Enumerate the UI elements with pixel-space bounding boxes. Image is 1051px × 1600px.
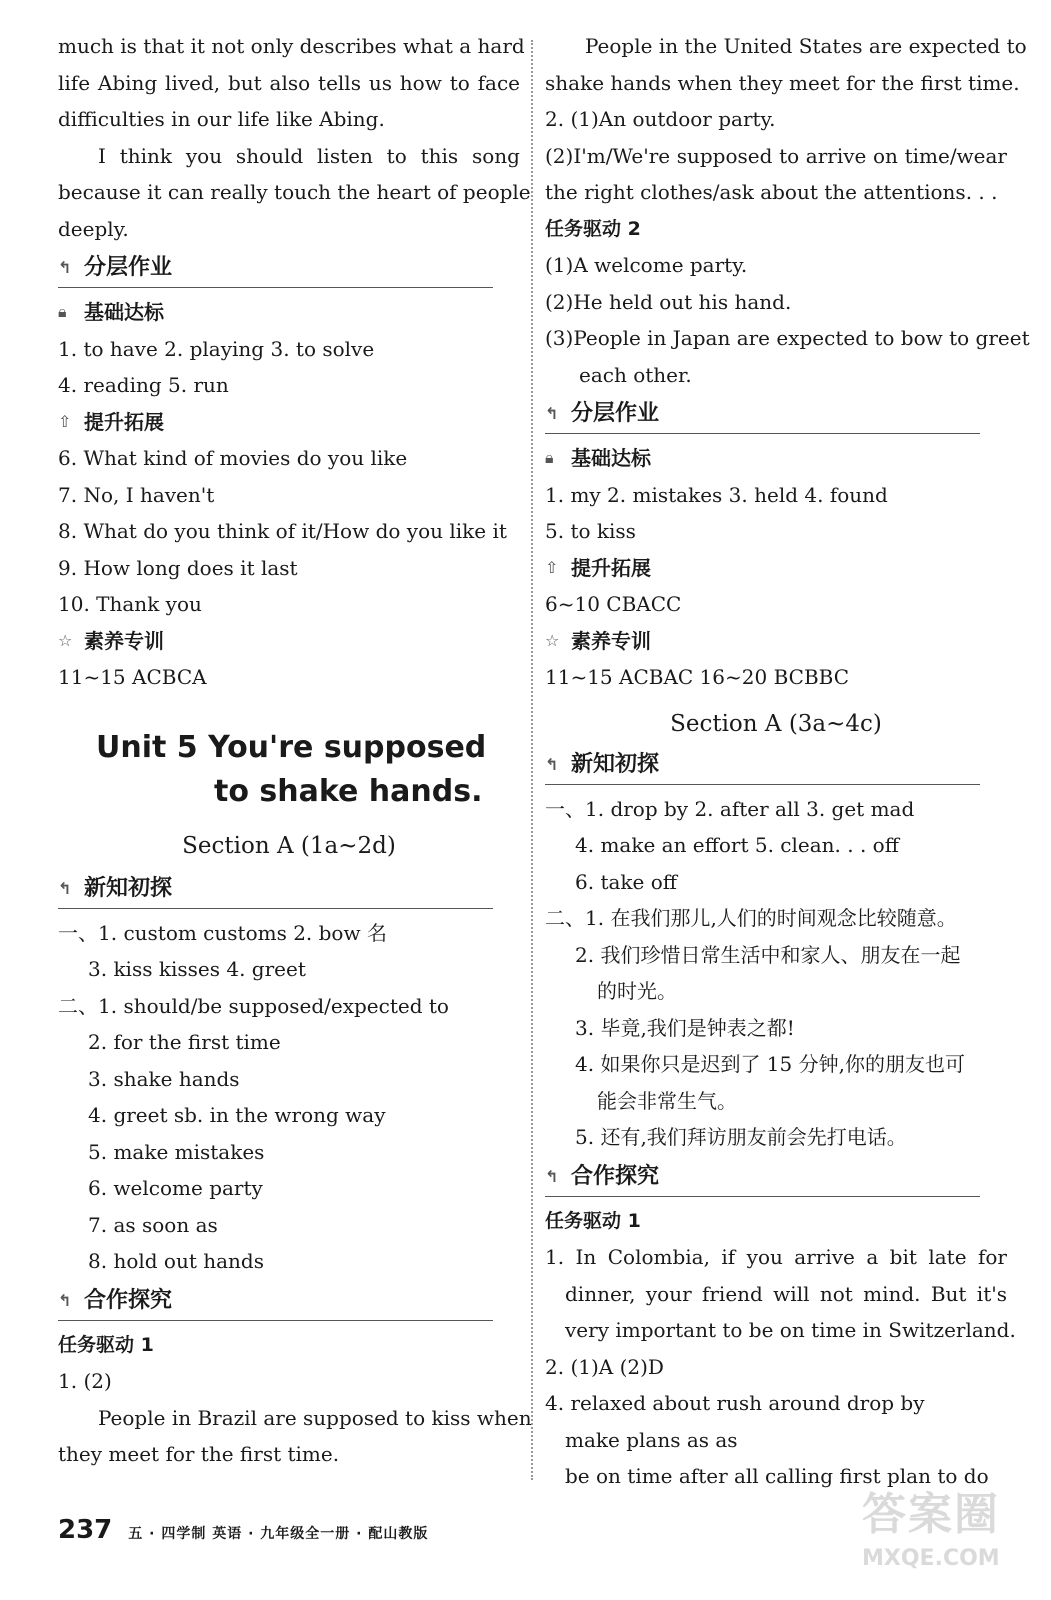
intro-line: difficulties in our life like Abing.: [58, 107, 385, 131]
section-bar-title: 分层作业: [84, 255, 173, 280]
left-column: [58, 28, 532, 1473]
answer-line: 4. 如果你只是迟到了 15 分钟,你的朋友也可: [575, 1052, 965, 1076]
answer-line: 能会非常生气。: [597, 1088, 737, 1113]
subheading-tisheng: [545, 550, 1007, 587]
answer-line: 2. for the first time: [88, 1030, 281, 1054]
answer-line: (3)People in Japan are expected to bow to greet: [545, 326, 1030, 350]
answer-line: 4. relaxed about rush around drop by: [545, 1391, 925, 1415]
answer-line: 8. What do you think of it/How do you like it: [58, 519, 507, 543]
subheading-title: 提升拓展: [84, 409, 164, 434]
answer-line: (1)A welcome party.: [545, 253, 748, 277]
answer-line: 一、1. drop by 2. after all 3. get mad: [545, 796, 915, 821]
intro-line: much is that it not only describes what a hard: [58, 34, 525, 58]
section-bar-hezuo: [58, 1282, 493, 1321]
lock-icon: 🔒︎: [545, 448, 554, 467]
paragraph-line: because it can really touch the heart of people: [58, 180, 531, 204]
answer-line: very important to be on time in Switzerland.: [565, 1318, 1016, 1342]
answer-line: 二、1. 在我们那儿,人们的时间观念比较随意。: [545, 906, 957, 930]
answer-line: 9. How long does it last: [58, 555, 298, 580]
section-bar-title: 新知初探: [571, 751, 660, 777]
unit-title-line: Unit 5 You're supposed: [96, 729, 487, 765]
subheading-jichu: [545, 440, 1007, 477]
book-title: 五 · 四学制 英语 · 九年级全一册 · 配山教版: [128, 1526, 429, 1542]
unit-title: [96, 726, 520, 814]
intro-line: life Abing lived, but also tells us how to face: [58, 70, 520, 95]
subheading-tisheng: [58, 404, 520, 441]
section-heading: Section A (1a~2d): [182, 832, 396, 859]
star-icon: ☆: [545, 630, 560, 650]
paragraph-line: they meet for the first time.: [58, 1442, 340, 1466]
answer-line: 1. In Colombia, if you arrive a bit late for: [545, 1245, 1007, 1269]
paragraph-line: People in the United States are expected to: [585, 34, 1027, 58]
answer-line: the right clothes/ask about the attentions. . .: [545, 180, 998, 204]
answer-line: (2)I'm/We're supposed to arrive on time/wear: [545, 143, 1007, 168]
answer-line: 的时光。: [597, 979, 677, 1003]
section-heading: Section A (3a~4c): [670, 710, 882, 737]
section-bar-fenceng: [545, 395, 980, 434]
subheading-suyang: [545, 623, 1007, 660]
arrow-hook-icon: ↰: [545, 754, 559, 774]
subheading-suyang: [58, 623, 520, 660]
section-bar-xinzhi: [58, 870, 493, 909]
answer-line: 1. (2): [58, 1369, 112, 1393]
answer-line: (2)He held out his hand.: [545, 289, 792, 314]
arrow-hook-icon: ↰: [58, 258, 72, 277]
answer-line: 5. make mistakes: [88, 1139, 265, 1164]
subheading-title: 基础达标: [84, 300, 164, 324]
answer-line: 3. kiss kisses 4. greet: [88, 957, 306, 981]
arrow-hook-icon: ↰: [58, 1290, 72, 1310]
section-bar-fenceng: [58, 249, 493, 288]
answer-line: 二、1. should/be supposed/expected to: [58, 993, 449, 1018]
up-arrow-icon: ⇧: [545, 557, 559, 577]
section-bar-title: 分层作业: [571, 401, 660, 426]
subheading-title: 提升拓展: [571, 555, 651, 580]
answer-line: 2. (1)A (2)D: [545, 1354, 664, 1379]
lock-icon: 🔒︎: [58, 302, 67, 321]
page-number: 237: [58, 1515, 113, 1545]
page-footer: [58, 1515, 428, 1545]
paragraph-line: People in Brazil are supposed to kiss when: [98, 1405, 532, 1430]
answer-line: each other.: [579, 362, 692, 387]
watermark-text: 答案圈: [862, 1489, 1000, 1540]
subheading-title: 素养专训: [84, 628, 164, 653]
section-bar-title: 新知初探: [84, 875, 173, 901]
answer-line: make plans as as: [565, 1427, 738, 1452]
right-column: [545, 28, 1030, 1495]
answer-line: dinner, your friend will not mind. But it's: [565, 1281, 1007, 1306]
section-bar-title: 合作探究: [571, 1163, 660, 1189]
section-bar-hezuo: [545, 1158, 980, 1197]
paragraph-line: I think you should listen to this song: [98, 143, 520, 168]
answer-line: 10. Thank you: [58, 592, 202, 616]
answer-line: 5. to kiss: [545, 519, 636, 543]
subheading-title: 基础达标: [571, 446, 651, 470]
answer-line: 一、1. custom customs 2. bow 名: [58, 920, 387, 945]
watermark: [862, 1478, 1042, 1588]
answer-line: 4. reading 5. run: [58, 373, 229, 397]
answer-line: 11~15 ACBCA: [58, 665, 207, 689]
arrow-hook-icon: ↰: [545, 404, 559, 423]
answer-line: 3. shake hands: [88, 1066, 240, 1091]
section-bar-xinzhi: [545, 746, 980, 785]
unit-title-line: to shake hands.: [214, 773, 483, 809]
task-heading: 任务驱动 2: [545, 217, 641, 240]
watermark-url: MXQE.COM: [862, 1546, 1000, 1571]
star-icon: ☆: [58, 630, 73, 650]
column-divider: [531, 40, 533, 1480]
arrow-hook-icon: ↰: [545, 1166, 559, 1186]
answer-line: be on time after all calling first plan to do: [565, 1464, 989, 1488]
subheading-jichu: [58, 294, 520, 331]
answer-line: 6~10 CBACC: [545, 592, 682, 616]
paragraph-line: shake hands when they meet for the first time.: [545, 70, 1020, 95]
arrow-hook-icon: ↰: [58, 878, 72, 898]
answer-line: 1. to have 2. playing 3. to solve: [58, 336, 375, 361]
paragraph-line: deeply.: [58, 216, 129, 241]
answer-line: 6. welcome party: [88, 1176, 263, 1200]
up-arrow-icon: ⇧: [58, 411, 72, 431]
answer-line: 6. What kind of movies do you like: [58, 446, 408, 470]
answer-line: 4. greet sb. in the wrong way: [88, 1103, 386, 1127]
answer-line: 6. take off: [575, 869, 677, 894]
answer-line: 11~15 ACBAC 16~20 BCBBC: [545, 665, 850, 689]
answer-line: 4. make an effort 5. clean. . . off: [575, 833, 899, 857]
task-heading: 任务驱动 1: [545, 1209, 641, 1232]
answer-line: 8. hold out hands: [88, 1249, 264, 1273]
answer-line: 2. 我们珍惜日常生活中和家人、朋友在一起: [575, 942, 961, 967]
subheading-title: 素养专训: [571, 628, 651, 653]
task-heading: 任务驱动 1: [58, 1333, 154, 1356]
section-bar-title: 合作探究: [84, 1287, 173, 1313]
answer-line: 7. as soon as: [88, 1212, 218, 1237]
answer-line: 7. No, I haven't: [58, 482, 215, 507]
answer-line: 5. 还有,我们拜访朋友前会先打电话。: [575, 1125, 907, 1149]
answer-line: 3. 毕竟,我们是钟表之都!: [575, 1015, 795, 1040]
answer-line: 1. my 2. mistakes 3. held 4. found: [545, 482, 888, 507]
answer-line: 2. (1)An outdoor party.: [545, 107, 776, 131]
